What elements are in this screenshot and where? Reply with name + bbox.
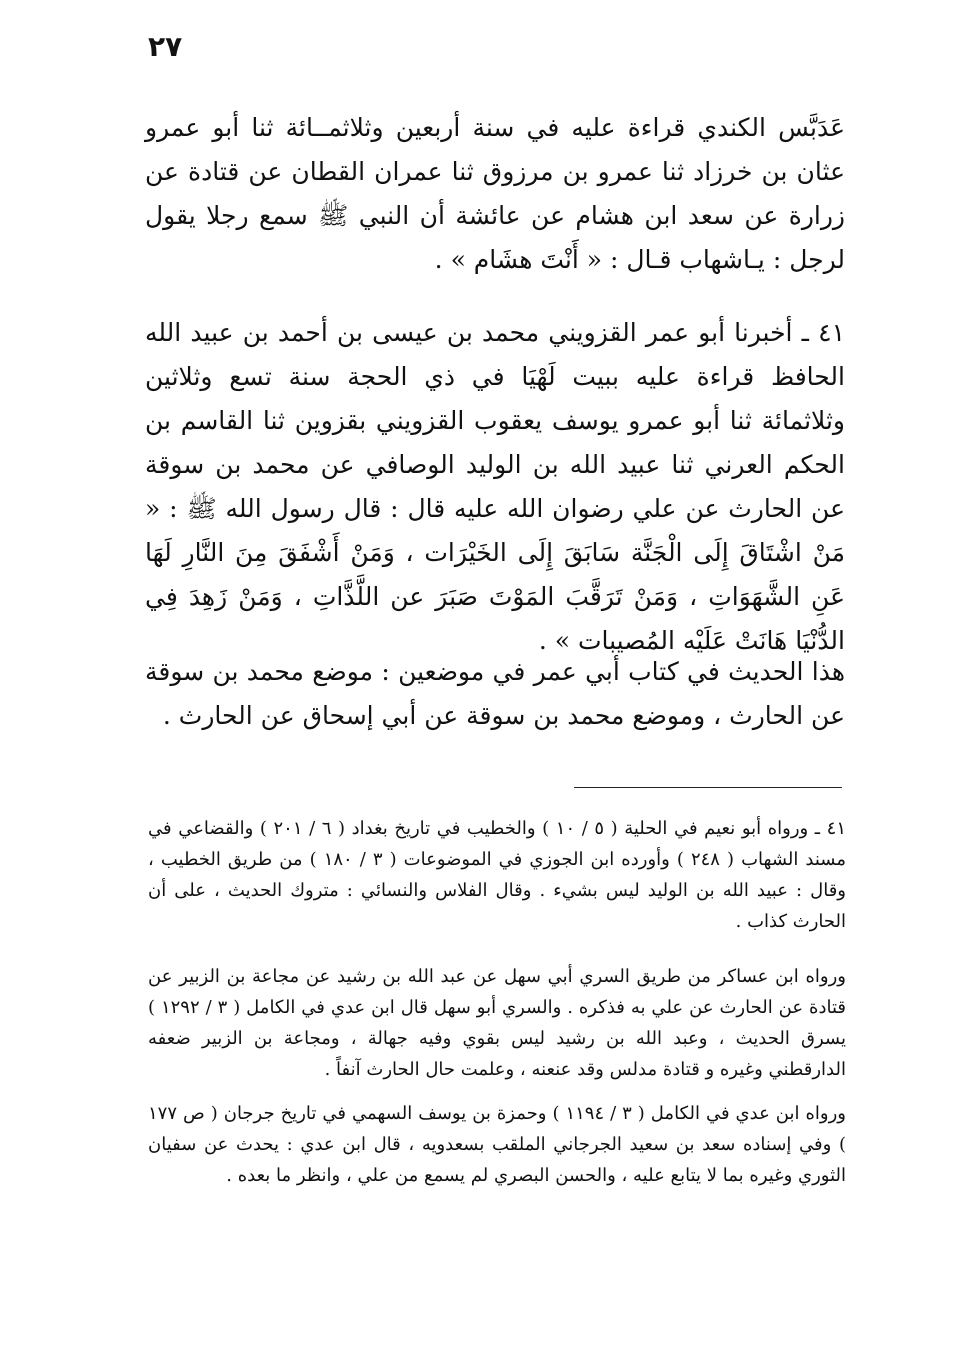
footnote-block-2 [148,961,846,1085]
footnote-paragraph: ورواه ابن عساكر من طريق السري أبي سهل عن عبد الله بن رشيد عن مجاعة بن الزبير عن قتادة عن الحارث عن علي به فذكره . والسري أبو سهل قال ابن عدي في الكامل ( ٣ / ١٢٩٢ ) يسرق الحديث ، وعبد الله بن رشيد ليس بقوي وفيه جهالة ، ومجاعة بن الزبير ضعفه الدارقطني وغيره و قتادة مدلس وقد عنعنه ، وعلمت حال الحارث آنفاً . [148,966,846,1080]
footnote-separator [574,787,842,788]
hadith-continuation-paragraph: عَدَبَّس الكندي قراءة عليه في سنة أربعين وثلاثمــائة ثنا أبو عمرو عثان بن خرزاد ثنا عمرو بن مرزوق ثنا عمران القطان عن قتادة عن زرارة عن سعد ابن هشام عن عائشة أن النبي ﷺ سمع رجلا يقول لرجل : يـاشهاب قـال : « أَنْتَ هشَام » . [145,113,845,274]
footnote-block-3 [148,1098,846,1191]
commentary-paragraph: هذا الحديث في كتاب أبي عمر في موضعين : موضع محمد بن سوقة عن الحارث ، وموضع محمد بن سوقة عن أبي إسحاق عن الحارث . [145,657,845,730]
hadith-41-block [145,311,845,663]
footnote-block-1 [148,813,846,937]
footnote-paragraph: ورواه ابن عدي في الكامل ( ٣ / ١١٩٤ ) وحمزة بن يوسف السهمي في تاريخ جرجان ( ص ١٧٧ ) وفي إسناده سعد بن سعيد الجرجاني الملقب بسعدويه ، قال ابن عدي : يحدث عن سفيان الثوري وغيره بما لا يتابع عليه ، والحسن البصري لم يسمع من علي ، وانظر ما بعده . [148,1103,846,1186]
main-text-block [145,106,845,282]
page-number: ٢٧ [148,30,183,63]
commentary-block [145,650,845,738]
footnote-paragraph: ٤١ ـ ورواه أبو نعيم في الحلية ( ٥ / ١٠ ) والخطيب في تاريخ بغداد ( ٦ / ٢٠١ ) والقضاعي في مسند الشهاب ( ٢٤٨ ) وأورده ابن الجوزي في الموضوعات ( ٣ / ١٨٠ ) من طريق الخطيب ، وقال : عبيد الله بن الوليد ليس بشيء . وقال الفلاس والنسائي : متروك الحديث ، على أن الحارث كذاب . [148,818,847,932]
hadith-41-paragraph: ٤١ ـ أخبرنا أبو عمر القزويني محمد بن عيسى بن أحمد بن عبيد الله الحافظ قراءة عليه ببيت لَهْيَا في ذي الحجة سنة تسع وثلاثين وثلاثمائة ثنا أبو عمرو يوسف يعقوب القزويني بقزوين ثنا القاسم بن الحكم العرني ثنا عبيد الله بن الوليد الوصافي عن محمد بن سوقة عن الحارث عن علي رضوان الله عليه قال : قال رسول الله ﷺ : « مَنْ اشْتَاقَ إِلَى الْجَنَّة سَابَقَ إِلَى الخَيْرَات ، وَمَنْ أَشْفَقَ مِنَ النَّارِ لَهَا عَنِ الشَّهَوَاتِ ، وَمَنْ تَرَقَّبَ المَوْتَ صَبَرَ عن اللَّذَّاتِ ، وَمَنْ زَهِدَ فِي الدُّنْيَا هَانَتْ عَلَيْه المُصيبات » . [145,318,845,655]
